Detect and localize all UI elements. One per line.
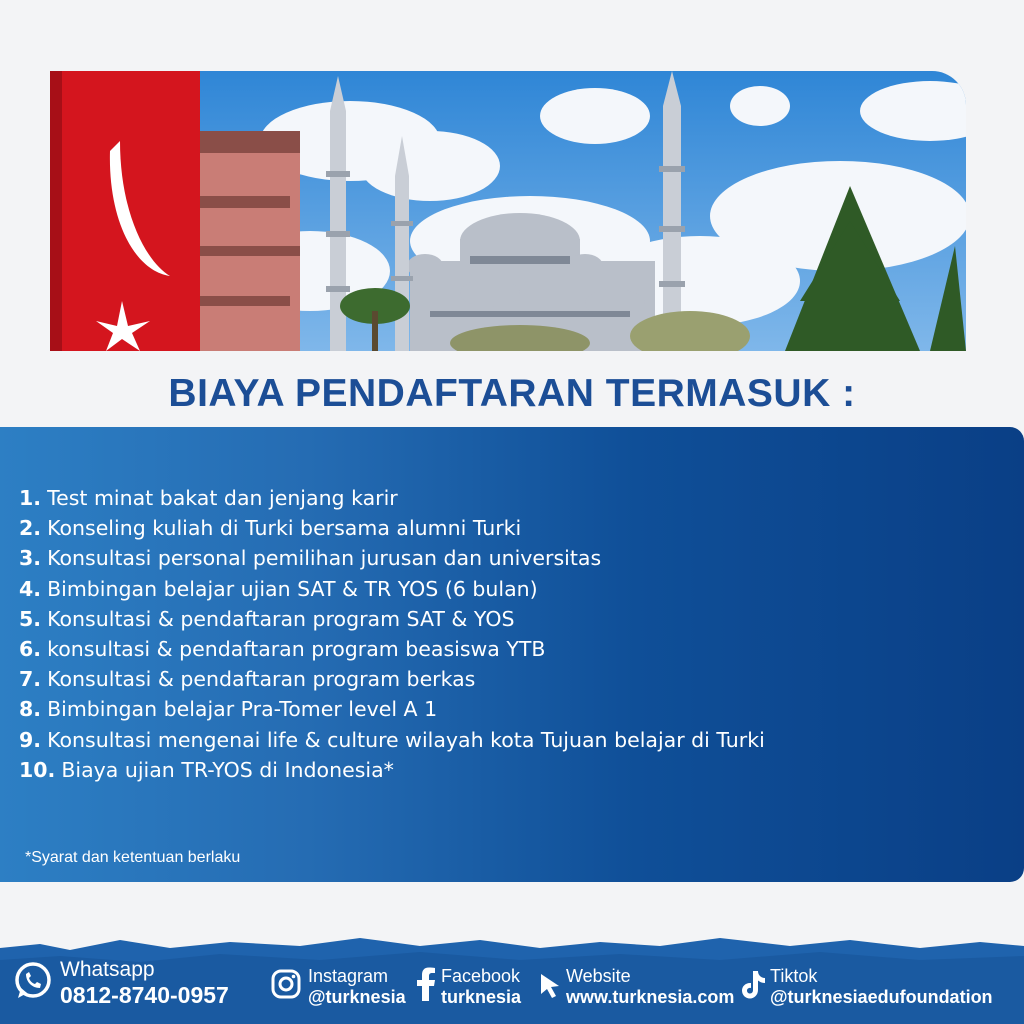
tiktok-label: Tiktok bbox=[770, 966, 818, 986]
inclusions-list bbox=[19, 483, 765, 785]
list-item: 5. Konsultasi & pendaftaran program SAT & YOS bbox=[19, 606, 515, 631]
tiktok-icon bbox=[741, 968, 767, 1005]
page-title: BIAYA PENDAFTARAN TERMASUK : bbox=[168, 372, 856, 415]
instagram-icon bbox=[270, 968, 302, 1005]
tiktok-contact[interactable] bbox=[741, 966, 993, 1007]
tiktok-handle[interactable]: @turknesiaedufoundation bbox=[770, 986, 993, 1007]
list-item: 8. Bimbingan belajar Pra-Tomer level A 1 bbox=[19, 697, 438, 722]
whatsapp-contact[interactable] bbox=[12, 958, 229, 1009]
list-item: 6. konsultasi & pendaftaran program beasiswa YTB bbox=[19, 637, 546, 662]
list-item: 2. Konseling kuliah di Turki bersama alumni Turki bbox=[19, 516, 522, 541]
whatsapp-number[interactable]: 0812-8740-0957 bbox=[60, 982, 229, 1009]
website-url[interactable]: www.turknesia.com bbox=[566, 986, 735, 1007]
inclusions-panel bbox=[0, 427, 1024, 882]
blue-mosque-illustration bbox=[50, 71, 966, 351]
list-item: 4. Bimbingan belajar ujian SAT & TR YOS (6 bulan) bbox=[19, 576, 538, 601]
list-item: 1. Test minat bakat dan jenjang karir bbox=[19, 486, 398, 510]
instagram-contact[interactable] bbox=[270, 966, 406, 1007]
list-item: 9. Konsultasi mengenai life & culture wilayah kota Tujuan belajar di Turki bbox=[19, 727, 765, 752]
facebook-label: Facebook bbox=[441, 966, 521, 986]
facebook-icon bbox=[415, 967, 437, 1006]
list-item: 7. Konsultasi & pendaftaran program berkas bbox=[19, 667, 476, 692]
facebook-contact[interactable] bbox=[415, 966, 521, 1007]
hero-photo bbox=[50, 71, 966, 351]
website-label: Website bbox=[566, 966, 631, 986]
terms-note: *Syarat dan ketentuan berlaku bbox=[25, 849, 241, 866]
list-item: 10. Biaya ujian TR-YOS di Indonesia* bbox=[19, 757, 394, 782]
whatsapp-label: Whatsapp bbox=[60, 958, 155, 981]
list-item: 3. Konsultasi personal pemilihan jurusan dan universitas bbox=[19, 546, 602, 571]
website-contact[interactable] bbox=[538, 966, 734, 1007]
instagram-handle[interactable]: @turknesia bbox=[308, 986, 406, 1007]
facebook-handle[interactable]: turknesia bbox=[441, 986, 522, 1007]
cursor-icon bbox=[538, 968, 562, 1005]
whatsapp-icon bbox=[12, 960, 54, 1007]
instagram-label: Instagram bbox=[308, 966, 389, 986]
